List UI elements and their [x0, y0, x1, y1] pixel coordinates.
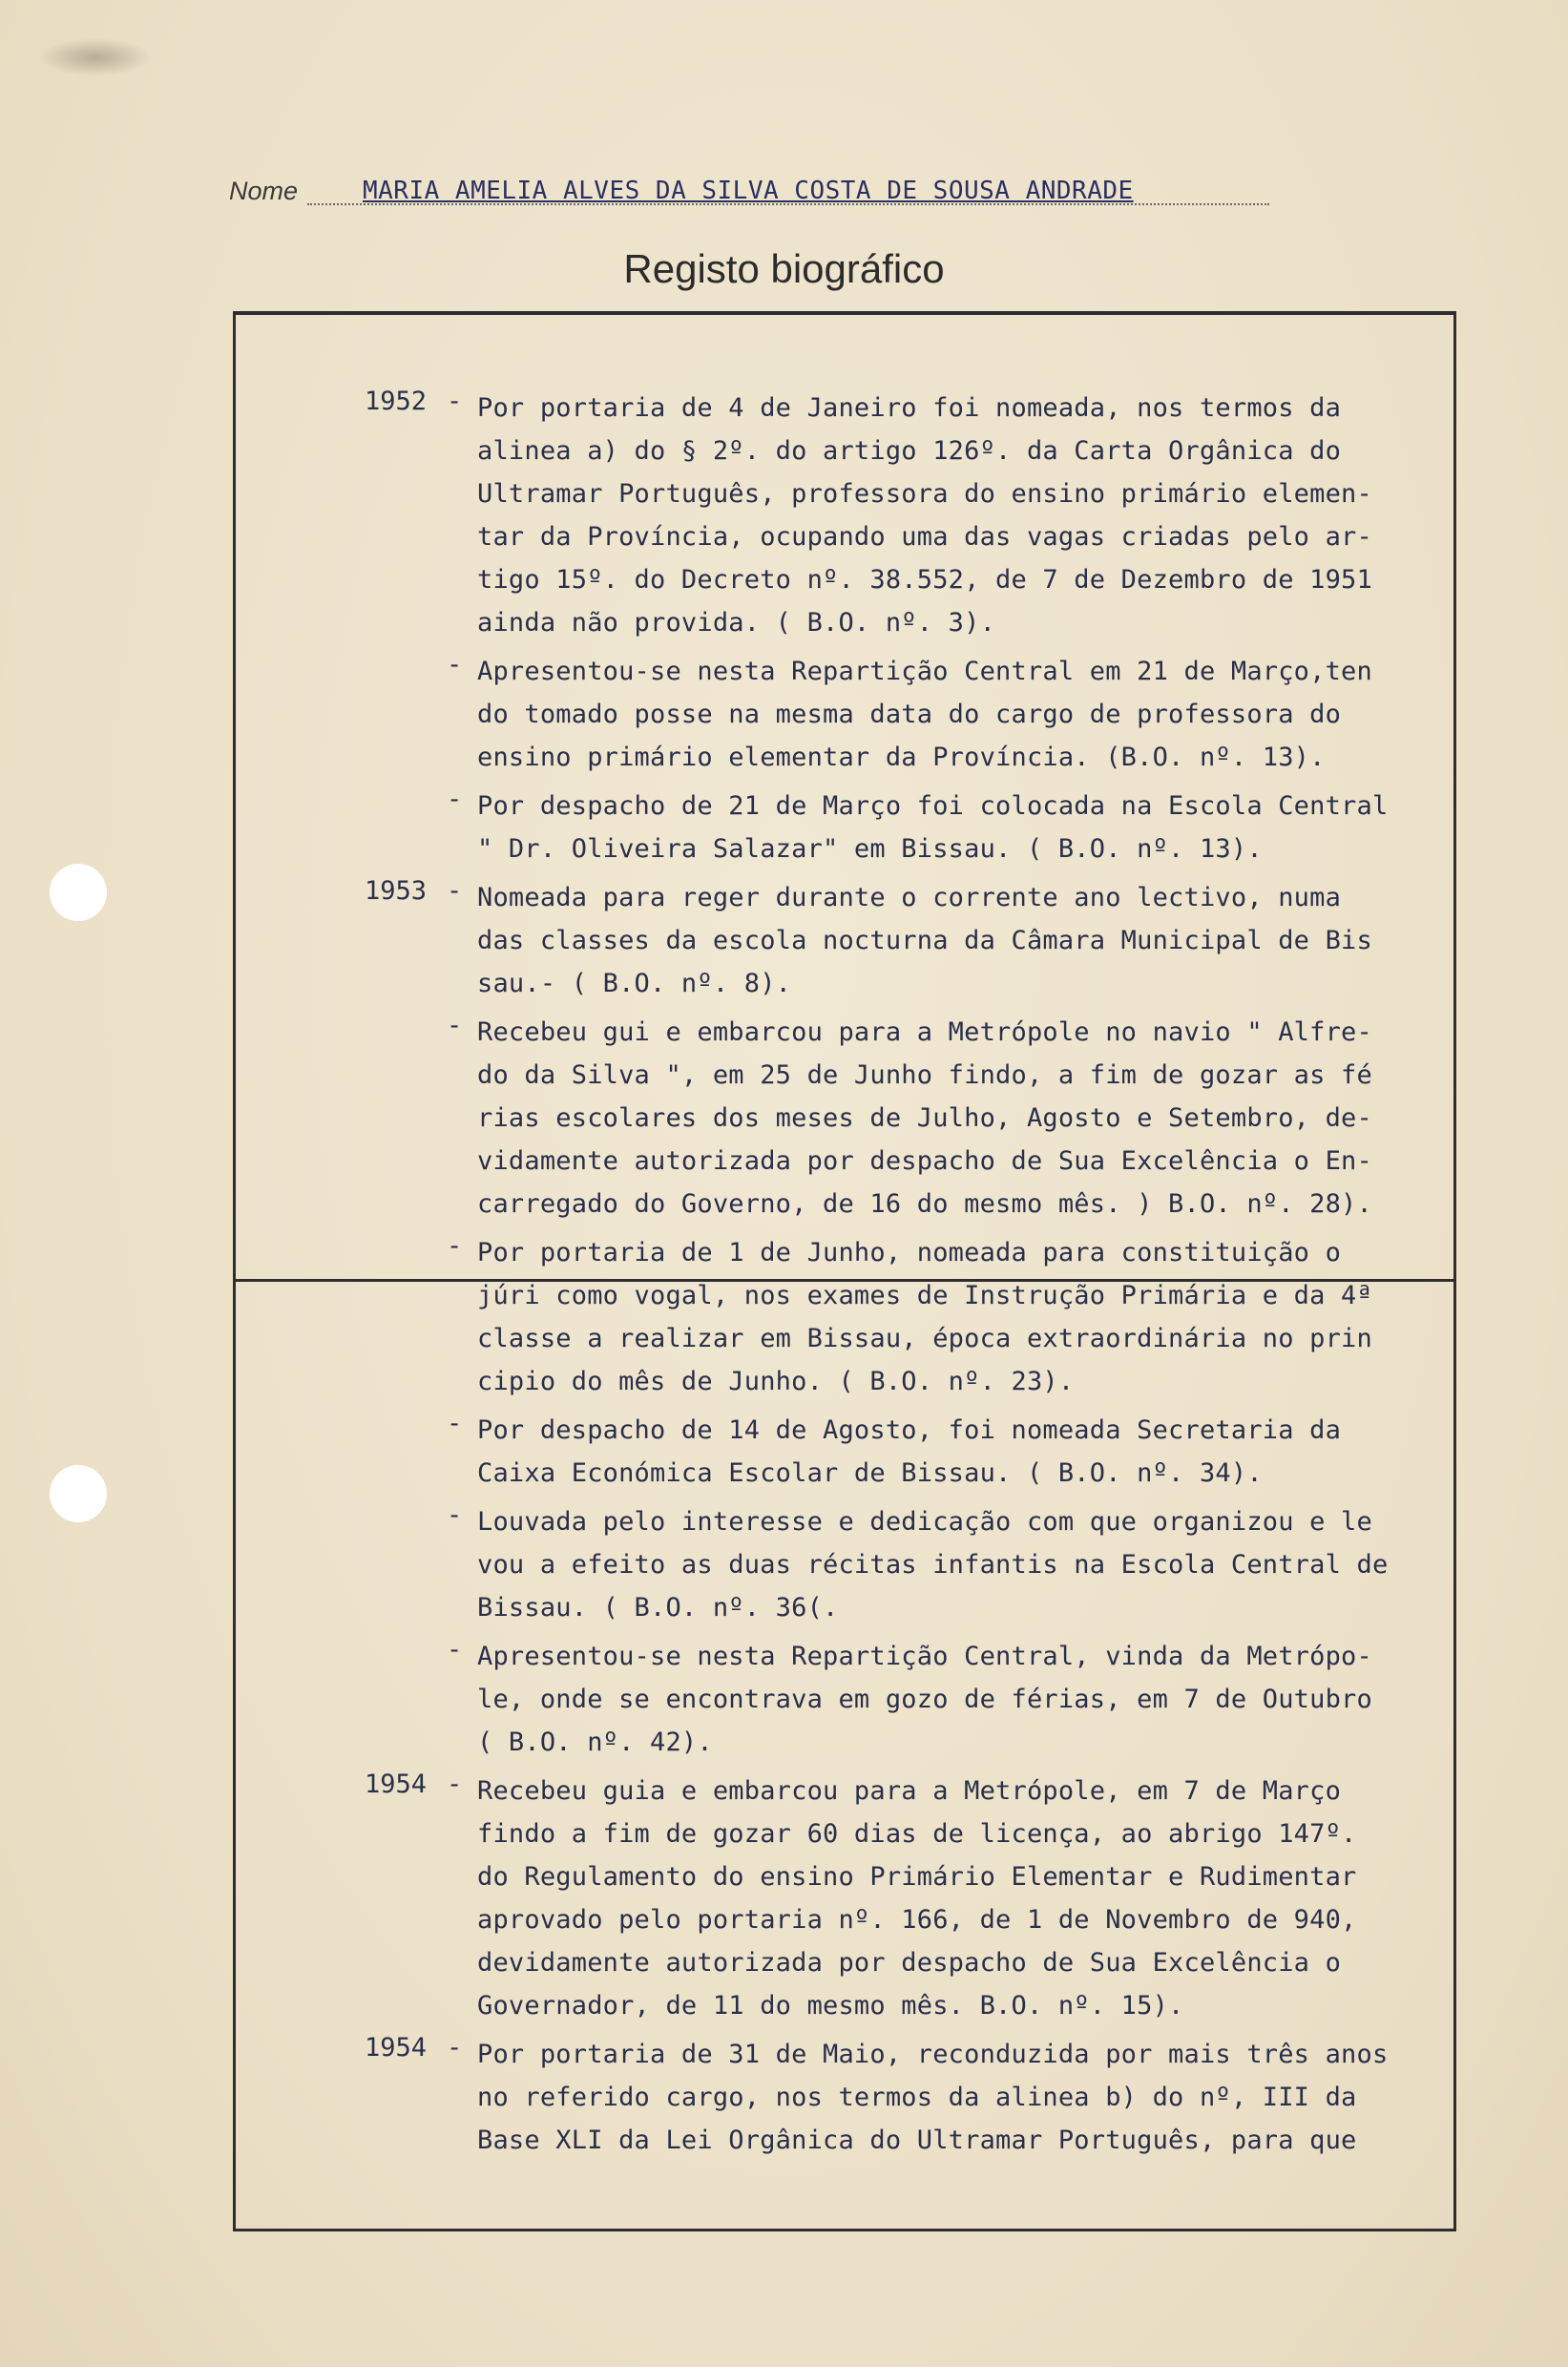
entry-dash: -	[447, 1231, 463, 1261]
entry-text: Por despacho de 14 de Agosto, foi nomeada Secretaria da Caixa Económica Escolar de Bissau. ( B.O. nº. 34).	[477, 1415, 1342, 1488]
entry-text: Recebeu gui e embarcou para a Metrópole no navio " Alfre- do da Silva ", em 25 de Junho findo, a fim de gozar as fé rias escolares dos meses de Julho, Agosto e Setembro, de- vidamente autorizada por despacho de Sua Excelência o En- carregado do Governo, de 16 do mesmo mês. ) B.O. nº. 28).	[477, 1017, 1372, 1219]
entry-dash: -	[447, 1635, 463, 1665]
entry-text: Por portaria de 4 de Janeiro foi nomeada, nos termos da alinea a) do § 2º. do artigo 126º. da Carta Orgânica do Ultramar Português, professora do ensino primário elemen- tar da Província, ocupando uma das vagas criadas pelo ar- tigo 15º. do Decreto nº. 38.552, de 7 de Dezembro de 1951 ainda não provida. ( B.O. nº. 3).	[477, 393, 1372, 638]
list-item	[233, 1770, 1474, 2027]
entry-year: 1954	[365, 1770, 428, 1799]
entry-dash: -	[447, 1409, 463, 1438]
entries-list	[233, 387, 1474, 2168]
entry-dash: -	[447, 1770, 463, 1799]
list-item	[233, 876, 1474, 1005]
name-value: MARIA AMELIA ALVES DA SILVA COSTA DE SOUSA ANDRADE	[363, 177, 1134, 205]
entry-dash: -	[447, 876, 463, 906]
list-item	[233, 1635, 1474, 1764]
entry-dash: -	[447, 387, 463, 416]
name-field	[229, 177, 1269, 211]
entry-dash: -	[447, 1500, 463, 1530]
list-item	[233, 1231, 1474, 1403]
list-item	[233, 1409, 1474, 1495]
entry-dash: -	[447, 2033, 463, 2063]
entry-dash: -	[447, 1011, 463, 1040]
entry-text: Por portaria de 1 de Junho, nomeada para constituição o júri como vogal, nos exames de Instrução Primária e da 4ª classe a realizar em Bissau, época extraordinária no prin cipio do mês de Junho. ( B.O. nº. 23).	[477, 1238, 1372, 1396]
list-item	[233, 650, 1474, 779]
entry-text: Nomeada para reger durante o corrente ano lectivo, numa das classes da escola nocturna da Câmara Municipal de Bis sau.- ( B.O. nº. 8).	[477, 883, 1372, 998]
entry-text: Apresentou-se nesta Repartição Central, vinda da Metrópo- le, onde se encontrava em gozo de férias, em 7 de Outubro ( B.O. nº. 42).	[477, 1642, 1372, 1757]
entry-text: Recebeu guia e embarcou para a Metrópole, em 7 de Março findo a fim de gozar 60 dias de licença, ao abrigo 147º. do Regulamento do ensino Primário Elementar e Rudimentar aprovado pelo portaria nº. 166, de 1 de Novembro de 940, devidamente autorizada por despacho de Sua Excelência o Governador, de 11 do mesmo mês. B.O. nº. 15).	[477, 1776, 1357, 2021]
entry-text: Por portaria de 31 de Maio, reconduzida por mais três anos no referido cargo, nos termos da alinea b) do nº, III da Base XLI da Lei Orgânica do Ultramar Português, para que	[477, 2040, 1389, 2155]
ink-smudge	[38, 38, 153, 76]
list-item	[233, 387, 1474, 644]
entry-dash: -	[447, 785, 463, 814]
entry-text: Apresentou-se nesta Repartição Central em 21 de Março,ten do tomado posse na mesma data do cargo de professora do ensino primário elementar da Província. (B.O. nº. 13).	[477, 657, 1372, 772]
list-item	[233, 1500, 1474, 1629]
entry-text: Por despacho de 21 de Março foi colocada na Escola Central " Dr. Oliveira Salazar" em Bissau. ( B.O. nº. 13).	[477, 791, 1389, 864]
entry-year: 1954	[365, 2033, 428, 2063]
entry-year: 1952	[365, 387, 428, 416]
name-label: Nome	[229, 177, 299, 205]
punch-hole	[50, 864, 107, 921]
list-item	[233, 2033, 1474, 2162]
punch-hole	[50, 1465, 107, 1522]
entry-text: Louvada pelo interesse e dedicação com que organizou e le vou a efeito as duas récitas infantis na Escola Central de Bissau. ( B.O. nº. 36(.	[477, 1507, 1389, 1623]
entry-year: 1953	[365, 876, 428, 906]
page-title: Registo biográfico	[623, 246, 945, 291]
list-item	[233, 785, 1474, 870]
list-item	[233, 1011, 1474, 1225]
entry-dash: -	[447, 650, 463, 680]
